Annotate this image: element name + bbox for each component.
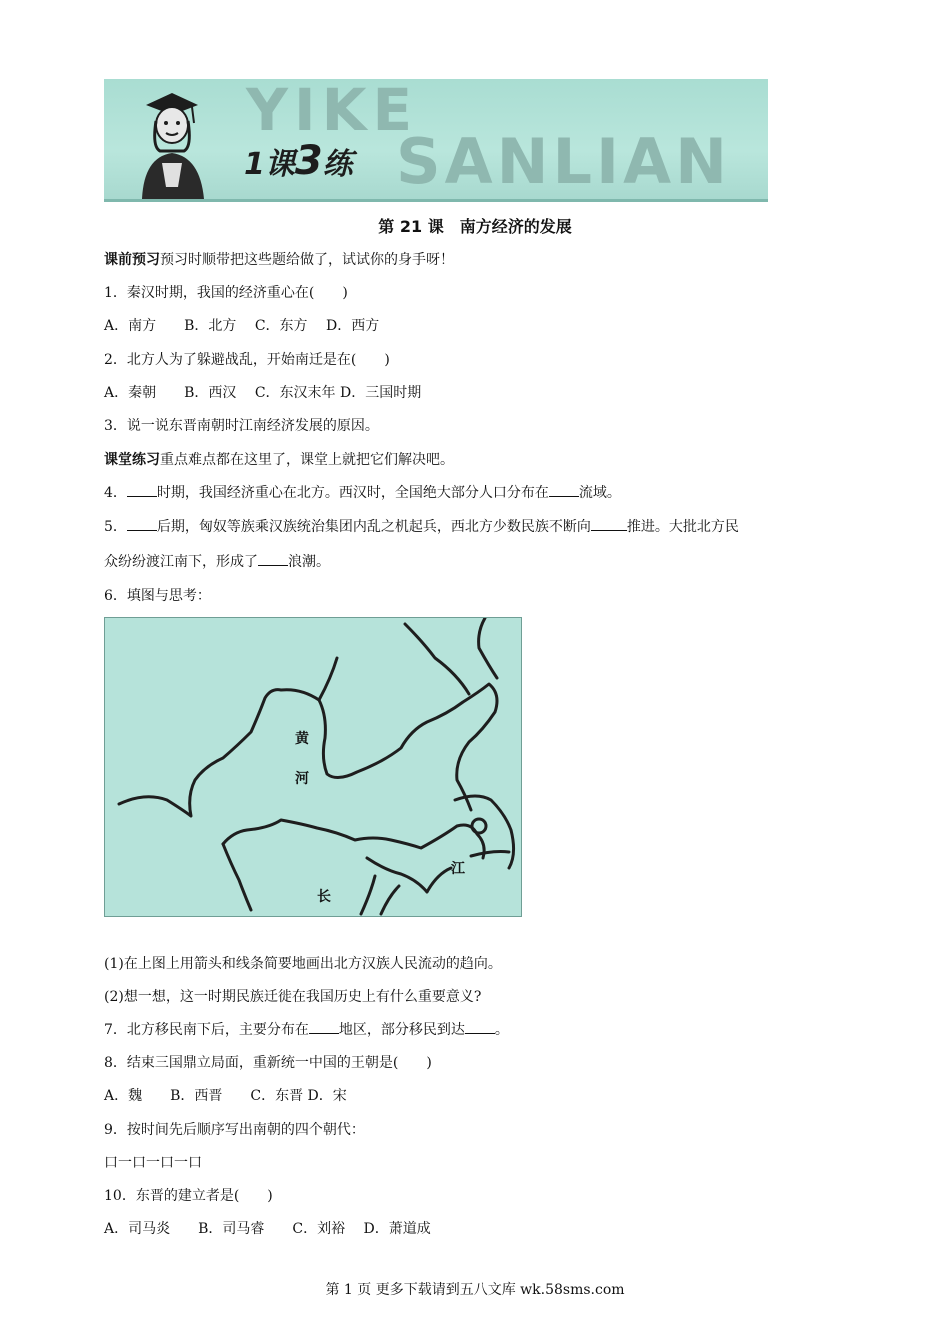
question-6-sub1: (1)在上图上用箭头和线条简要地画出北方汉族人民流动的趋向。 (104, 956, 502, 972)
question-9-boxes: 口一口一口一口 (104, 1155, 202, 1171)
question-2-options: A．秦朝 B．西汉 C．东汉末年 D．三国时期 (104, 385, 422, 401)
question-10-options: A．司马炎 B．司马睿 C．刘裕 D．萧道成 (104, 1221, 431, 1237)
question-1-options: A．南方 B．北方 C．东方 D．西方 (104, 318, 380, 334)
question-9: 9．按时间先后顺序写出南朝的四个朝代： (104, 1122, 365, 1138)
question-8-options: A．魏 B．西晋 C．东晋 D．宋 (104, 1088, 347, 1104)
question-6-sub2: (2)想一想，这一时期民族迁徙在我国历史上有什么重要意义? (104, 989, 482, 1005)
lesson-title: 第 21 课 南方经济的发展 (378, 217, 572, 236)
question-2: 2．北方人为了躲避战乱，开始南迁是在( ) (104, 352, 390, 368)
map-label-he: 河 (295, 771, 309, 787)
map-label-huang: 黄 (295, 731, 309, 747)
section-heading: 课堂练习 (104, 452, 160, 468)
question-7: 7．北方移民南下后，主要分布在 地区，部分移民到达 。 (104, 1019, 509, 1041)
question-10: 10．东晋的建立者是( ) (104, 1188, 273, 1204)
question-5-cont: 众纷纷渡江南下，形成了 浪潮。 (104, 551, 330, 573)
banner-text-sanlian: SANLIAN (396, 125, 731, 198)
question-1: 1．秦汉时期，我国的经济重心在( ) (104, 285, 348, 301)
page-footer: 第 1 页 更多下载请到五八文库 wk.58sms.com (325, 1282, 625, 1298)
question-8: 8．结束三国鼎立局面，重新统一中国的王朝是( ) (104, 1055, 432, 1071)
map-label-chang: 长 (317, 889, 331, 905)
section-practice: 课堂练习重点难点都在这里了，课堂上就把它们解决吧。 (104, 452, 454, 468)
section-heading: 课前预习 (104, 252, 160, 268)
teacher-figure-icon (132, 87, 214, 199)
question-5: 5． 后期，匈奴等族乘汉族统治集团内乱之机起兵，西北方少数民族不断向 推进。大批北方民 (104, 516, 739, 538)
question-4: 4． 时期，我国经济重心在北方。西汉时，全国绝大部分人口分布在 流域。 (104, 482, 621, 504)
river-map (104, 617, 522, 917)
question-6: 6．填图与思考： (104, 588, 211, 604)
banner-logo: 1课3练 (244, 138, 353, 184)
banner-text-yike: YIKE (246, 79, 419, 144)
section-preview: 课前预习预习时顺带把这些题给做了，试试你的身手呀！ (104, 252, 454, 268)
map-label-jiang: 江 (451, 861, 465, 877)
question-3: 3．说一说东晋南朝时江南经济发展的原因。 (104, 418, 379, 434)
header-banner (104, 79, 768, 202)
